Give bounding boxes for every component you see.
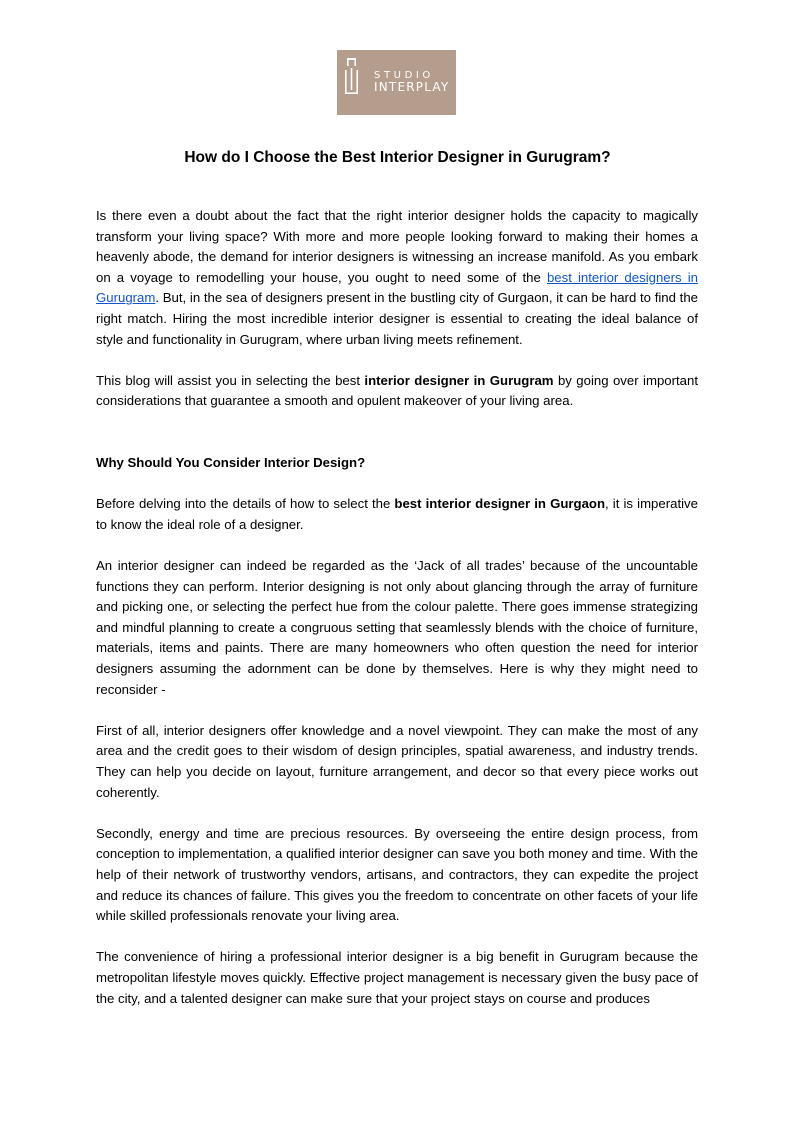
studio-interplay-logo <box>337 50 456 115</box>
paragraph-secondly: Secondly, energy and time are precious resources. By overseeing the entire design process, from conception to implementation, a qualified interior designer can save you both money and time. With the help of their network of trustworthy vendors, artisans, and contractors, they can expedite the project and reduce its chances of failure. This gives you the freedom to concentrate on other facets of your life while skilled professionals renovate your living area. <box>96 825 698 924</box>
logo-mark-icon <box>337 50 367 115</box>
best-interior-designers-link[interactable]: best interior designers in Gurugram <box>96 269 699 306</box>
bold-keyword: interior designer in Gurugram <box>364 372 554 388</box>
logo-line2: INTERPLAY <box>374 80 450 94</box>
paragraph-convenience: The convenience of hiring a professional interior designer is a big benefit in Gurugram because the metropolitan lifestyle moves quickly. Effective project management is necessary given the busy pace of the city, and a talented designer can make sure that your project stays on course and produces <box>96 949 698 1006</box>
section-heading: Why Should You Consider Interior Design? <box>96 455 366 471</box>
bold-keyword: best interior designer in Gurgaon <box>394 496 606 512</box>
paragraph-role: Before delving into the details of how to select the best interior designer in Gurgaon, it is imperative to know the ideal role of a designer. <box>96 496 698 532</box>
page-title: How do I Choose the Best Interior Designer in Gurugram? <box>184 149 611 166</box>
logo-line1: STUDIO <box>374 70 434 81</box>
paragraph-blog-purpose: This blog will assist you in selecting the best interior designer in Gurugram by going over important considerations that guarantee a smooth and opulent makeover of your living area. <box>96 372 698 409</box>
article-body <box>96 206 698 1030</box>
paragraph-jack-of-all-trades: An interior designer can indeed be regarded as the ‘Jack of all trades’ because of the uncountable functions they can perform. Interior designing is not only about glancing through the array of furniture and picking one, or selecting the perfect hue from the colour palette. There goes immense strategizing and mindful planning to create a congruous setting that seamlessly blends with the choice of furniture, materials, items and paints. There are many homeowners who often question the need for interior designers assuming the adornment can be done by themselves. Here is why they might need to reconsider - <box>96 558 698 697</box>
paragraph-intro: Is there even a doubt about the fact that the right interior designer holds the capacity to magically transform your living space? With more and more people looking forward to making their homes a heavenly abode, the demand for interior designers is witnessing an increase manifold. As you embark on a voyage to remodelling your house, you ought to need some of the best interior designers in Gurugram. But, in the sea of designers present in the bustling city of Gurgaon, it can be hard to find the right match. Hiring the most incredible interior designer is essential to creating the ideal balance of style and functionality in Gurugram, where urban living meets refinement. <box>96 208 699 347</box>
paragraph-first-of-all: First of all, interior designers offer knowledge and a novel viewpoint. They can make the most of any area and the credit goes to their wisdom of design principles, spatial awareness, and industry trends. They can help you decide on layout, furniture arrangement, and decor so that every piece works out coherently. <box>96 722 698 800</box>
